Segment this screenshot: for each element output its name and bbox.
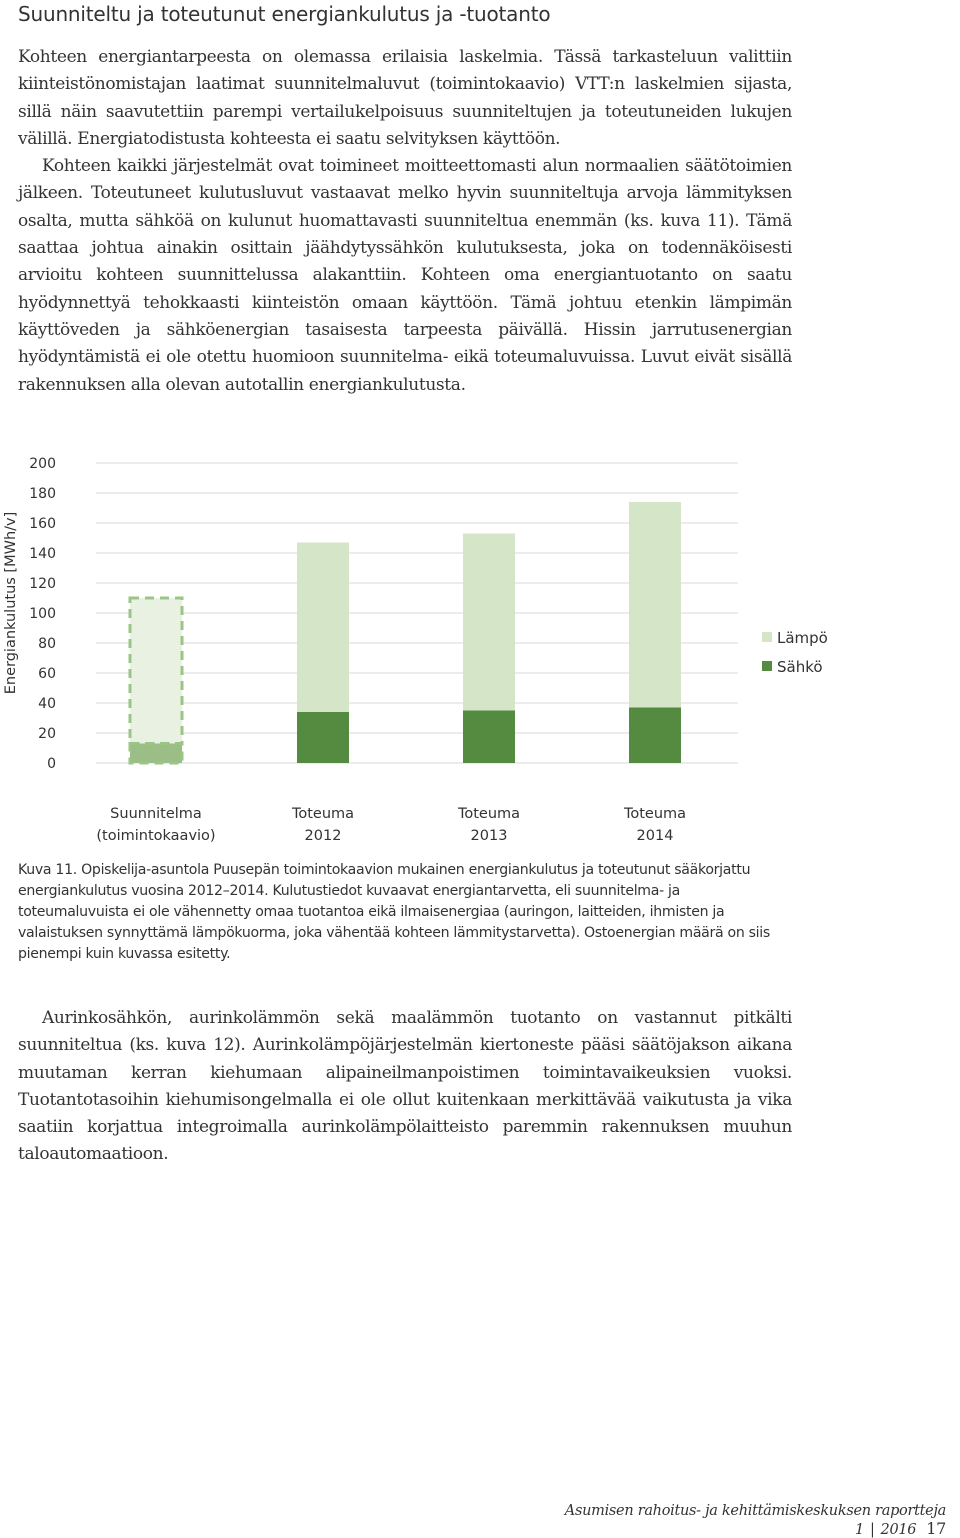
y-tick-label-40: 40 — [38, 696, 56, 712]
energy-consumption-chart — [0, 440, 960, 850]
bar-lampo-plan — [130, 598, 182, 744]
legend-swatch-1 — [762, 661, 772, 671]
y-tick-label-120: 120 — [29, 576, 56, 592]
y-tick-label-200: 200 — [29, 456, 56, 472]
page-footer — [476, 1503, 946, 1538]
category-label-1-1: 2012 — [304, 828, 342, 844]
category-label-1-0: Toteuma — [291, 806, 355, 822]
y-tick-label-160: 160 — [29, 516, 56, 532]
y-tick-label-180: 180 — [29, 486, 56, 502]
legend-label-1: Sähkö — [777, 658, 823, 676]
y-tick-label-140: 140 — [29, 546, 56, 562]
bar-lampo-3 — [629, 502, 681, 708]
y-tick-label-100: 100 — [29, 606, 56, 622]
bar-sahko-3 — [629, 708, 681, 764]
footer-separator: | — [869, 1522, 875, 1538]
category-label-3-1: 2014 — [636, 828, 674, 844]
y-tick-label-20: 20 — [38, 726, 56, 742]
section-heading: Suunniteltu ja toteutunut energiankulutus ja -tuotanto — [18, 2, 551, 26]
category-label-2-0: Toteuma — [457, 806, 521, 822]
paragraph-system-operation: Kohteen kaikki järjestelmät ovat toimineet moitteettomasti alun normaalien säätötoimien jälkeen. Toteutuneet kulutusluvut vastaavat melko hyvin suunniteltuja arvoja lämmityksen osalta, mutta sähköä on kulunut huomattavasti suunniteltua enemmän (ks. kuva 11). Tämä saattaa johtua ainakin osittain jäähdytyssähkön kulutuksesta, joka on todennäköisesti arvioitu kohteen suunnittelussa alakanttiin. Kohteen oma energiantuotanto on saatu hyödynnettyä tehokkaasti kiinteistön omaan käyttöön. Tämä johtuu etenkin lämpimän käyttöveden ja sähköenergian tasaisesta tarpeesta päivällä. Hissin jarrutusenergian hyödyntämistä ei ole otettu huomioon suunnitelma- eikä toteumaluvuissa. Luvut eivät sisällä rakennuksen alla olevan autotallin energiankulutusta. — [18, 156, 792, 395]
bar-sahko-2 — [463, 711, 515, 764]
footer-report-title: Asumisen rahoitus- ja kehittämiskeskuksen raportteja 1 — [564, 1503, 946, 1538]
category-label-2-1: 2013 — [470, 828, 508, 844]
production-paragraph: Aurinkosähkön, aurinkolämmön sekä maalämmön tuotanto on vastannut pitkälti suunniteltua (ks. kuva 12). Aurinkolämpöjärjestelmän kiertoneste pääsi säätöjakson aikana muutaman kerran kiehumaan alipaineilmanpoistimen toimintavaikeuksien vuoksi. Tuotantotasoihin kiehumisongelmalla ei ole ollut kuitenkaan merkittävää vaikutusta ja vika saatiin korjattua integroimalla aurinkolämpölaitteisto paremmin rakennuksen muuhun taloautomaatioon. — [18, 1008, 792, 1165]
bar-lampo-1 — [297, 543, 349, 713]
chart-svg — [0, 440, 960, 850]
page-number: 17 — [926, 1519, 946, 1538]
intro-paragraph — [18, 44, 792, 399]
y-tick-label-60: 60 — [38, 666, 56, 682]
y-tick-label-0: 0 — [47, 756, 56, 772]
figure-caption: Kuva 11. Opiskelija-asuntola Puusepän toimintokaavion mukainen energiankulutus ja toteutunut sääkorjattu energiankulutus vuosina 2012–2014. Kulutustiedot kuvaavat energiantarvetta, eli suunnitelma- ja toteumaluvuista ei ole vähennetty omaa tuotantoa eikä ilmaisenergiaa (auringon, laitteiden, ihmisten ja valaistuksen synnyttämä lämpökuorma, joka vähentää kohteen lämmitystarvetta). Ostoenergian määrä on siis pienempi kuin kuvassa esitetty. — [18, 862, 770, 962]
bar-sahko-1 — [297, 712, 349, 763]
bar-lampo-2 — [463, 534, 515, 711]
footer-year: 2016 — [880, 1522, 917, 1538]
category-label-0-1: (toimintokaavio) — [96, 828, 216, 844]
paragraph-energy-calculations: Kohteen energiantarpeesta on olemassa erilaisia laskelmia. Tässä tarkasteluun valittiin kiinteistönomistajan laatimat suunnitelmaluvut (toimintokaavio) VTT:n laskelmien sijasta, sillä näin saavutettiin parempi vertailukelpoisuus suunniteltujen ja toteutuneiden lukujen välillä. Energiatodistusta kohteesta ei saatu selvityksen käyttöön. — [18, 47, 792, 149]
bar-sahko-plan — [130, 744, 182, 764]
legend-label-0: Lämpö — [777, 629, 828, 647]
category-label-3-0: Toteuma — [623, 806, 687, 822]
y-axis-label: Energiankulutus [MWh/v] — [3, 511, 19, 695]
category-label-0-0: Suunnitelma — [110, 806, 202, 822]
y-tick-label-80: 80 — [38, 636, 56, 652]
legend-swatch-0 — [762, 632, 772, 642]
